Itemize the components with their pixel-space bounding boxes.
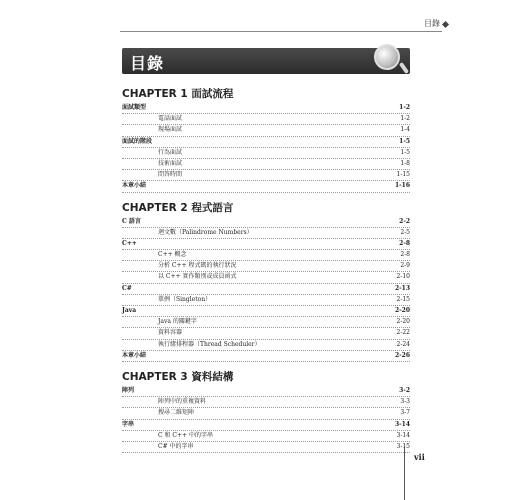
toc-banner <box>122 48 410 74</box>
entry-page: 2-20 <box>394 307 410 314</box>
entry-label: 問答時間 <box>158 171 183 179</box>
entry-page: 2-9 <box>400 262 410 270</box>
folio-rule <box>404 446 405 500</box>
entry-page: 1-2 <box>399 104 410 111</box>
toc-entry <box>122 137 410 148</box>
entry-label: 執行緒排程器（Thread Scheduler） <box>158 340 261 348</box>
entry-label: Java 的關鍵字 <box>158 318 197 326</box>
toc-entry <box>122 272 410 283</box>
toc-entry <box>122 148 410 159</box>
entry-label: 字串 <box>122 420 135 428</box>
magnifier-handle-icon <box>399 62 409 74</box>
toc-entry <box>122 351 410 362</box>
chapter-heading: CHAPTER 2 程式語言 <box>122 201 234 214</box>
toc-entry <box>122 306 410 317</box>
entry-label: Java <box>122 307 137 314</box>
toc-entry <box>122 228 410 239</box>
entry-label: C 和 C++ 中的字串 <box>158 431 213 439</box>
toc-entry <box>122 181 410 192</box>
toc-entry <box>122 431 410 442</box>
entry-page: 1-4 <box>400 126 410 134</box>
entry-page: 3-14 <box>394 420 410 428</box>
entry-label: C# <box>122 284 132 292</box>
toc-entry <box>122 442 410 453</box>
magnifier-icon <box>374 44 400 70</box>
toc-entry <box>122 261 410 272</box>
entry-label: 本章小結 <box>122 182 147 190</box>
entry-label: 電話面試 <box>158 115 183 123</box>
entry-label: C++ <box>122 239 137 247</box>
running-head-title: 目錄 <box>424 19 440 28</box>
entry-label: 面試類型 <box>122 104 147 111</box>
toc-content <box>122 88 410 462</box>
chapter-1 <box>122 88 410 193</box>
entry-label: C 語言 <box>122 217 141 225</box>
toc-entry <box>122 159 410 170</box>
entry-page: 2-26 <box>394 351 410 359</box>
entry-label: C# 中的字串 <box>158 442 194 450</box>
toc-entry <box>122 420 410 431</box>
entry-label: C++ 概念 <box>158 251 187 259</box>
diamond-ornament-icon <box>442 21 449 28</box>
entry-page: 2-24 <box>396 340 410 348</box>
entry-label: 技術面試 <box>158 159 183 167</box>
entry-page: 3-14 <box>396 431 410 439</box>
entry-page: 3-15 <box>396 442 410 450</box>
entry-label: 本章小結 <box>122 351 147 359</box>
entry-page: 2-8 <box>399 239 410 247</box>
entry-page: 2-10 <box>396 273 410 281</box>
toc-entry <box>122 328 410 339</box>
entry-label: 迴文數（Palindrome Numbers） <box>158 228 253 236</box>
entry-label: 現場面試 <box>158 126 183 134</box>
chapter-heading: CHAPTER 1 面試流程 <box>122 88 234 100</box>
entry-label: 以 C++ 實作類別或成員函式 <box>158 273 237 281</box>
entry-page: 1-5 <box>400 148 410 156</box>
toc-entry <box>122 217 410 228</box>
entry-label: 陣列中的重複資料 <box>158 398 207 406</box>
entry-page: 1-15 <box>396 171 410 179</box>
entry-label: 資料容器 <box>158 329 183 337</box>
toc-entry <box>122 317 410 328</box>
toc-entry <box>122 397 410 408</box>
entry-label: 搜尋二維矩陣 <box>158 409 195 417</box>
entry-page: 2-20 <box>396 318 410 326</box>
toc-entry <box>122 284 410 295</box>
toc-entry <box>122 250 410 261</box>
entry-page: 2-15 <box>396 295 410 303</box>
entry-page: 3-7 <box>400 409 410 417</box>
entry-label: 行為面試 <box>158 148 183 156</box>
toc-entry <box>122 340 410 351</box>
toc-entry <box>122 239 410 250</box>
entry-page: 2-5 <box>400 228 410 236</box>
entry-page: 2-8 <box>400 251 410 259</box>
page-number: vii <box>414 452 425 462</box>
entry-page: 1-8 <box>400 159 410 167</box>
entry-page: 1-2 <box>400 115 410 123</box>
toc-title: 目錄 <box>130 54 165 73</box>
entry-page: 1-5 <box>399 137 410 145</box>
toc-entry <box>122 103 410 114</box>
entry-label: 分析 C++ 程式碼的執行狀況 <box>158 262 237 270</box>
toc-entry <box>122 170 410 181</box>
header-rule <box>120 31 442 32</box>
chapter-2 <box>122 202 410 362</box>
entry-label: 陣列 <box>122 386 135 394</box>
entry-page: 2-2 <box>399 217 410 225</box>
toc-entry <box>122 125 410 136</box>
toc-entry <box>122 386 410 397</box>
entry-page: 2-22 <box>396 329 410 337</box>
entry-label: 面試的階段 <box>122 137 153 145</box>
toc-entry <box>122 114 410 125</box>
entry-page: 2-13 <box>394 284 410 292</box>
entry-page: 1-16 <box>394 182 410 190</box>
entry-label: 單例（Singleton） <box>158 295 212 303</box>
entry-page: 3-3 <box>400 398 410 406</box>
chapter-3 <box>122 371 410 453</box>
entry-page: 3-2 <box>399 386 410 394</box>
toc-entry <box>122 408 410 419</box>
toc-entry <box>122 295 410 306</box>
chapter-heading: CHAPTER 3 資料結構 <box>122 370 234 383</box>
